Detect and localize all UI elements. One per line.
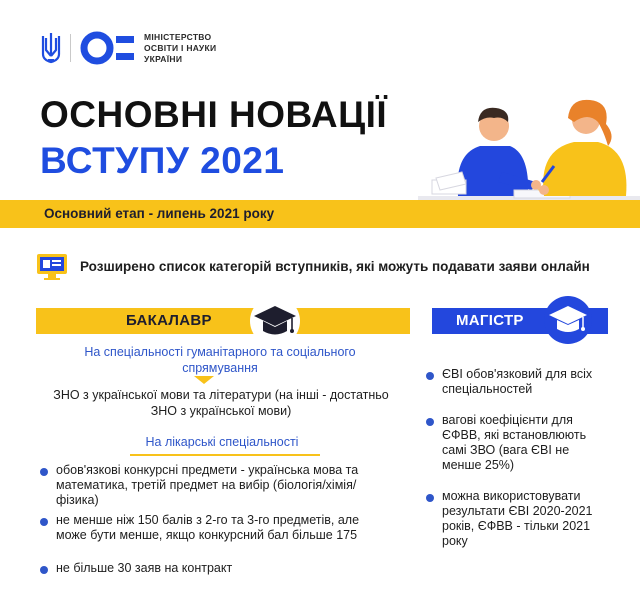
humanities-zno-text: ЗНО з української мови та літератури (на інші - достатньо ЗНО з української мови) [53,388,389,418]
humanities-heading: На спеціальності гуманітарного та соціального спрямування [84,345,356,375]
ministry-name [144,32,216,65]
bullet-dot [426,494,434,502]
page-title-line1: ОСНОВНІ НОВАЦІЇ [40,94,388,135]
ministry-line: МІНІСТЕРСТВО [144,32,212,42]
graduation-cap-icon [547,301,589,339]
ministry-line: УКРАЇНИ [144,54,183,64]
trident-icon [40,32,62,64]
master-item: можна використовувати результати ЄВІ 2020-2021 років, ЄФВВ - тільки 2021 року [442,489,593,548]
ministry-line: ОСВІТИ І НАУКИ [144,43,217,53]
master-item: вагові коефіцієнти для ЄФВВ, які встановлюють самі ЗВО (вага ЄВІ не менше 25%) [442,413,587,472]
arrow-down-icon [194,376,214,384]
bullet-dot [426,372,434,380]
medical-item: обов'язкові конкурсні предмети - українська мова та математика, третій предмет на вибір (біологія/хімія/фізика) [56,463,359,507]
medical-item: не менше ніж 150 балів з 2-го та 3-го предметів, але може бути менше, якщо конкурсний бал більше 175 [56,513,360,542]
master-label: МАГІСТР [456,312,524,329]
online-note: Розширено список категорій вступників, які можуть подавати заяви онлайн [80,259,590,274]
stage-text: Основний етап - липень 2021 року [44,206,275,221]
bachelor-header-bar [36,308,410,334]
medical-heading-underline [130,454,320,456]
bullet-dot [40,518,48,526]
bullet-dot [40,566,48,574]
logo-divider [70,34,71,62]
ministry-logo-icon [80,30,138,66]
students-illustration [418,92,640,216]
bullet-dot [426,418,434,426]
graduation-cap-icon [252,300,298,342]
bullet-dot [40,468,48,476]
medical-heading: На лікарські спеціальності [145,435,299,449]
page-title-line2: ВСТУПУ 2021 [40,140,285,181]
medical-item: не більше 30 заяв на контракт [56,561,233,575]
monitor-icon [36,253,68,281]
bachelor-label: БАКАЛАВР [126,312,212,329]
master-item: ЄВІ обов'язковий для всіх спеціальностей [442,367,593,396]
